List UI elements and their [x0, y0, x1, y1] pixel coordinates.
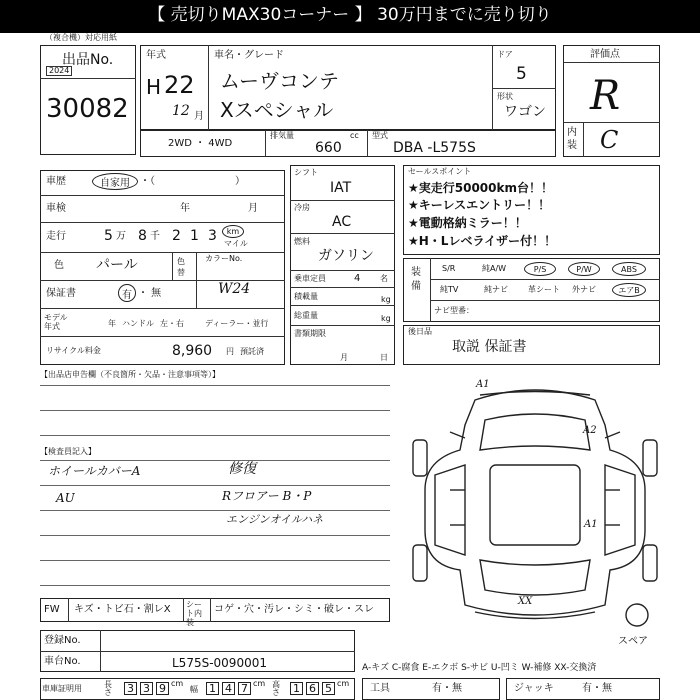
model-year-handle: ハンドル: [122, 319, 154, 328]
inspection-month: 月: [248, 203, 258, 214]
equip-alloy: 純A/W: [482, 264, 507, 273]
spare-label: スペア: [618, 636, 648, 647]
mileage-d2: 1: [190, 228, 199, 244]
lot-number: 30082: [46, 94, 129, 124]
header-note: （複合機）対応用紙: [45, 33, 117, 42]
dims-height-1: 1: [290, 682, 303, 695]
inspector-note-2: AU: [56, 491, 75, 505]
dims-length-3: 9: [156, 682, 169, 695]
model-grade: Xスペシャル: [220, 98, 334, 122]
legend-items: キズ・トビ石・割レX: [74, 604, 171, 615]
dims-height-label: 高さ: [272, 680, 280, 697]
sales-point-3: ★電動格納ミラー！！: [408, 216, 527, 230]
body-type-value: ワゴン: [504, 104, 546, 120]
mileage-label: 走行: [46, 231, 66, 242]
year-month: 12: [172, 103, 190, 119]
warranty-none: ・ 無: [138, 288, 162, 299]
year-era: H: [146, 75, 162, 99]
sales-point-2: ★キーレスエントリー！！: [408, 198, 551, 212]
history-value: 自家用: [92, 173, 138, 190]
mark-a2: A2: [583, 425, 597, 436]
car-diagram: [405, 380, 665, 635]
mileage-man: 5: [104, 228, 113, 244]
doc-deadline-label: 書類期限: [294, 329, 326, 338]
mileage-d3: 3: [208, 228, 217, 244]
mileage-d1: 2: [172, 228, 181, 244]
lot-label: 出品No.: [62, 52, 114, 68]
warranty-has: 有: [118, 284, 136, 302]
dims-label: 車庫証明用: [42, 684, 82, 693]
model-year-dealer: ディーラー・並行: [205, 319, 269, 328]
inspector-note-3: 修復: [228, 461, 256, 477]
year-value: 22: [164, 71, 195, 99]
inspection-year: 年: [180, 203, 190, 214]
chassis-label: 車台No.: [44, 656, 81, 667]
mark-a1-top: A1: [476, 379, 490, 390]
equip-ext-navi: 外ナビ: [572, 285, 596, 294]
legend-seat: シート内装: [186, 600, 202, 627]
sales-point-4: ★H・Lレベライザー付！！: [408, 234, 557, 248]
mark-a1-right: A1: [584, 519, 598, 530]
doors-label: ドア: [497, 50, 513, 59]
displacement-unit: cc: [350, 131, 359, 140]
recycle-label: リサイクル料金: [46, 346, 101, 355]
equip-tv: 純TV: [440, 285, 459, 294]
drive: 2WD ・ 4WD: [168, 138, 233, 149]
equip-navi: 純ナビ: [484, 285, 508, 294]
tools-value: 有・無: [432, 683, 462, 694]
legend-fw: FW: [44, 604, 60, 615]
shift-value: IAT: [330, 180, 352, 196]
year-label: 年式: [146, 50, 166, 61]
fuel-value: ガソリン: [318, 248, 374, 264]
aircon-label: 冷房: [294, 203, 310, 212]
dims-width-1: 1: [206, 682, 219, 695]
model-year-lr: 左・右: [160, 319, 184, 328]
type-value: DBA -L575S: [393, 140, 476, 156]
color-change-label: 色替: [177, 257, 185, 277]
gross-unit: kg: [381, 314, 391, 323]
recycle-value: 8,960: [172, 343, 213, 359]
mark-xx: XX: [518, 596, 533, 607]
mileage-sen: 8: [138, 228, 147, 244]
recycle-deposit: 預託済: [240, 347, 264, 356]
mileage-man-unit: 万: [116, 231, 126, 242]
dims-height-unit: cm: [337, 679, 350, 688]
jack-value: 有・無: [582, 683, 612, 694]
color-no-label: カラーNo.: [205, 254, 243, 263]
equipment-label: 装備: [411, 267, 421, 292]
body-type-label: 形状: [497, 92, 513, 101]
equip-airbag: エアB: [612, 283, 646, 297]
fuel-label: 燃料: [294, 237, 310, 246]
legend-codes: A-キズ C-腐食 E-エクボ S-サビ U-凹ミ W-補修 XX-交換済: [362, 663, 597, 673]
dims-height-3: 5: [322, 682, 335, 695]
legend-rest: コゲ・穴・汚レ・シミ・破レ・スレ: [214, 604, 374, 615]
model-name: ムーヴコンテ: [220, 69, 339, 93]
equip-navi-model: ナビ型番：: [434, 306, 474, 315]
model-year-year: 年: [108, 319, 116, 328]
after-docs-value: 取説 保証書: [452, 339, 527, 355]
equip-sr: S/R: [442, 264, 456, 273]
inspector-note-5: エンジンオイルハネ: [226, 513, 324, 526]
color-no-value: W24: [218, 281, 251, 297]
color-value: パール: [96, 257, 138, 273]
inspector-label: 【検査員記入】: [40, 447, 96, 456]
lot-year-stamp: 2024: [46, 66, 72, 76]
seller-notes-label: 【出品店申告欄（不良箇所・欠品・注意事項等）】: [40, 370, 220, 379]
registration-label: 登録No.: [44, 635, 81, 646]
tools-label: 工具: [370, 683, 390, 694]
type-label: 型式: [372, 131, 388, 140]
equip-abs: ABS: [612, 262, 646, 276]
aircon-value: AC: [332, 214, 352, 230]
capacity-label: 乗車定員: [294, 274, 326, 283]
model-year-label: モデル年式: [44, 313, 68, 331]
equip-pw: P/W: [568, 262, 600, 276]
warranty-label: 保証書: [46, 288, 76, 299]
year-month-unit: 月: [194, 111, 204, 122]
load-label: 積載量: [294, 292, 318, 301]
interior-label: 内装: [567, 127, 577, 151]
chassis-value: L575S-0090001: [172, 656, 267, 670]
shift-label: シフト: [294, 168, 318, 177]
load-unit: kg: [381, 295, 391, 304]
score-label: 評価点: [590, 49, 620, 60]
score-value: R: [590, 73, 621, 119]
inspector-note-1: ホイールカバーA: [48, 464, 141, 478]
equip-leather: 革シート: [528, 285, 560, 294]
capacity-value: 4: [354, 273, 361, 284]
dims-height-2: 6: [306, 682, 319, 695]
model-label: 車名・グレード: [214, 50, 284, 61]
inspection-label: 車検: [46, 203, 66, 214]
dims-length-2: 3: [140, 682, 153, 695]
dims-width-label: 幅: [190, 685, 198, 694]
after-docs-label: 後日品: [408, 327, 432, 336]
mileage-sen-unit: 千: [150, 231, 160, 242]
dims-length-1: 3: [124, 682, 137, 695]
banner-text: 【 売切りMAX30コーナー 】 30万円までに売り切り: [148, 5, 552, 25]
dims-width-3: 7: [238, 682, 251, 695]
after-docs-box: [403, 325, 660, 365]
mileage-km: km: [222, 225, 244, 238]
sales-point-1: ★実走行50000km台！！: [408, 181, 553, 195]
history-label: 車歴: [46, 176, 66, 187]
doors-value: 5: [516, 64, 527, 84]
displacement-value: 660: [315, 140, 342, 156]
capacity-unit: 名: [380, 274, 388, 283]
jack-label: ジャッキ: [514, 683, 554, 694]
inspector-note-4: Rフロアー B・P: [222, 489, 312, 503]
recycle-unit: 円: [226, 347, 234, 356]
dims-length-label: 長さ: [104, 680, 112, 697]
sales-points-label: セールスポイント: [408, 167, 472, 176]
displacement-label: 排気量: [270, 131, 294, 140]
color-label: 色: [54, 260, 64, 271]
doc-deadline-month: 月: [340, 353, 348, 362]
dims-width-unit: cm: [253, 679, 266, 688]
history-rest: ・（ ）: [140, 176, 245, 187]
dims-length-unit: cm: [171, 679, 184, 688]
doc-deadline-day: 日: [380, 353, 388, 362]
mileage-mile: マイル: [224, 239, 248, 248]
dims-width-2: 4: [222, 682, 235, 695]
interior-value: C: [600, 126, 619, 154]
equip-ps: P/S: [524, 262, 556, 276]
gross-label: 総重量: [294, 311, 318, 320]
